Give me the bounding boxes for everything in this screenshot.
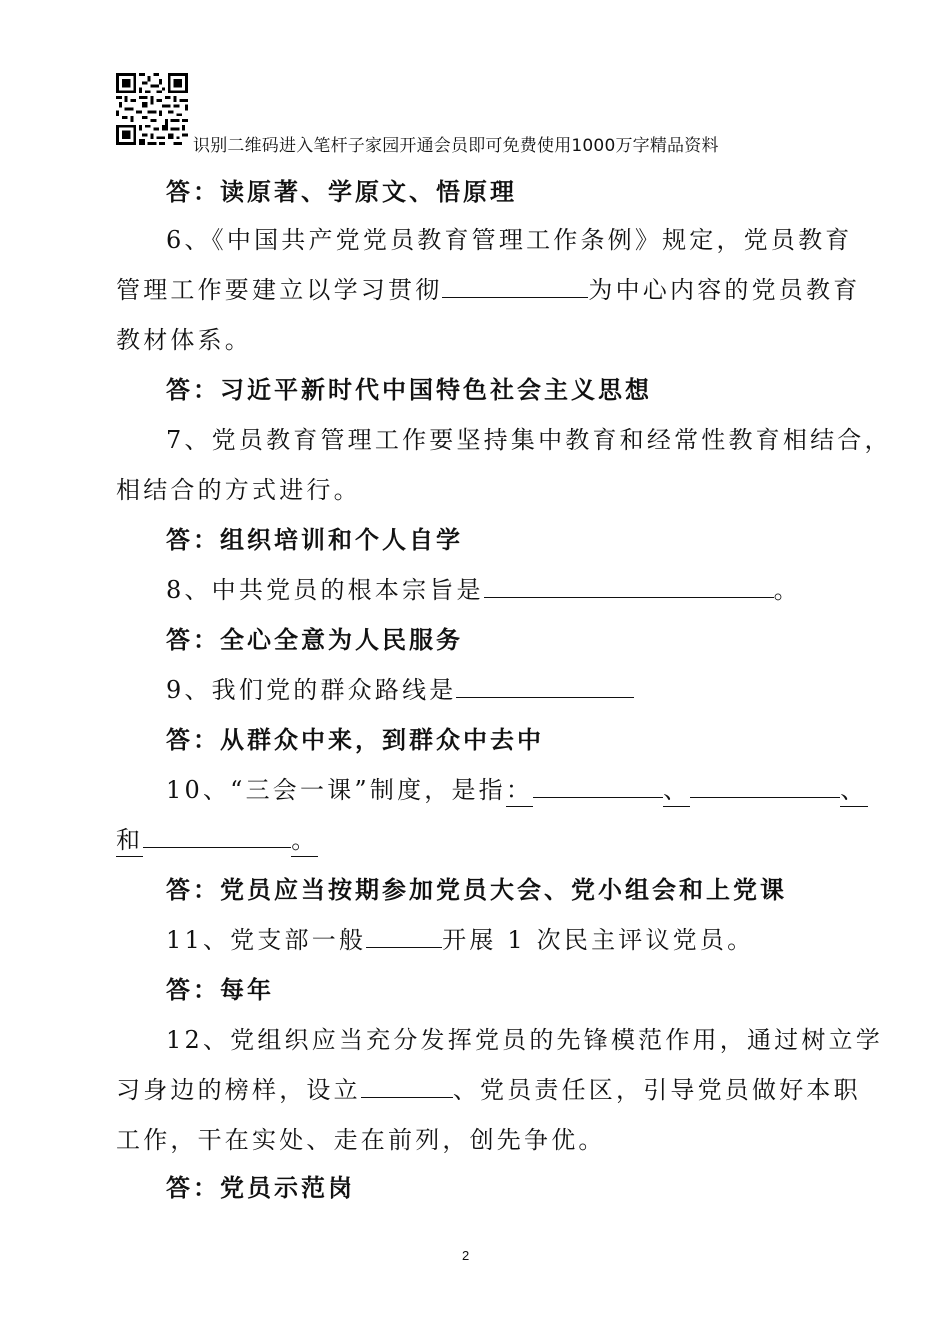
- answer-12: 答：党员示范岗: [166, 1173, 355, 1202]
- question-8-text-b: 。: [773, 576, 801, 604]
- question-12-line-1: 12、党组织应当充分发挥党员的先锋模范作用，通过树立学: [166, 1026, 883, 1054]
- question-12-text-b: 、党员责任区，引导党员做好本职: [452, 1076, 861, 1104]
- question-6-line-3: 教材体系。: [116, 326, 252, 354]
- question-10-text-and: 和: [116, 826, 143, 857]
- promo-banner-text: 识别二维码进入笔杆子家园开通会员即可免费使用1000万字精品资料: [193, 136, 719, 156]
- question-7-line-1: 7、党员教育管理工作要坚持集中教育和经常性教育相结合，: [166, 426, 892, 454]
- question-6-line-1: 6、《中国共产党党员教育管理工作条例》规定，党员教育: [166, 226, 853, 254]
- question-10-sep-1: 、: [663, 776, 690, 807]
- fill-in-blank: [484, 575, 774, 598]
- question-12-line-3: 工作，干在实处、走在前列，创先争优。: [116, 1126, 606, 1154]
- fill-in-blank: [143, 825, 291, 848]
- question-11-text-a: 11、党支部一般: [166, 926, 367, 954]
- question-10-sep-2: 、: [840, 776, 867, 807]
- fill-in-blank: [456, 675, 634, 698]
- question-10-text-a: 10、“三会一课”制度，是指: [166, 776, 506, 804]
- question-11-text-b: 开展 1 次民主评议党员。: [442, 926, 755, 954]
- question-8: [166, 570, 801, 605]
- question-10-line-1: [166, 770, 868, 805]
- question-6-text-b: 为中心内容的党员教育: [588, 276, 861, 304]
- question-11: [166, 920, 754, 955]
- question-12-line-2: [116, 1070, 861, 1105]
- qr-code: [116, 73, 188, 145]
- fill-in-blank: [361, 1075, 453, 1098]
- answer-10: 答：党员应当按期参加党员大会、党小组会和上党课: [166, 875, 787, 904]
- fill-in-blank: [366, 925, 442, 948]
- question-8-text-a: 8、中共党员的根本宗旨是: [166, 576, 484, 604]
- question-7-line-2: 相结合的方式进行。: [116, 476, 361, 504]
- answer-6: 答：习近平新时代中国特色社会主义思想: [166, 375, 652, 404]
- answer-11: 答：每年: [166, 975, 274, 1004]
- fill-in-blank: [533, 775, 663, 798]
- fill-in-blank: [690, 775, 840, 798]
- answer-5: 答：读原著、学原文、悟原理: [166, 177, 517, 206]
- question-10-line-2: [116, 820, 318, 855]
- question-6-text-a: 管理工作要建立以学习贯彻: [116, 276, 443, 304]
- page-number: 2: [462, 1248, 470, 1263]
- answer-7: 答：组织培训和个人自学: [166, 525, 463, 554]
- question-10-colon: ：: [506, 776, 533, 807]
- question-10-text-end: 。: [291, 826, 318, 857]
- answer-9: 答：从群众中来，到群众中去中: [166, 725, 544, 754]
- fill-in-blank: [442, 275, 588, 298]
- question-12-text-a: 习身边的榜样，设立: [116, 1076, 361, 1104]
- answer-8: 答：全心全意为人民服务: [166, 625, 463, 654]
- question-9: [166, 670, 634, 705]
- question-9-text: 9、我们党的群众路线是: [166, 676, 457, 704]
- question-6-line-2: [116, 270, 860, 305]
